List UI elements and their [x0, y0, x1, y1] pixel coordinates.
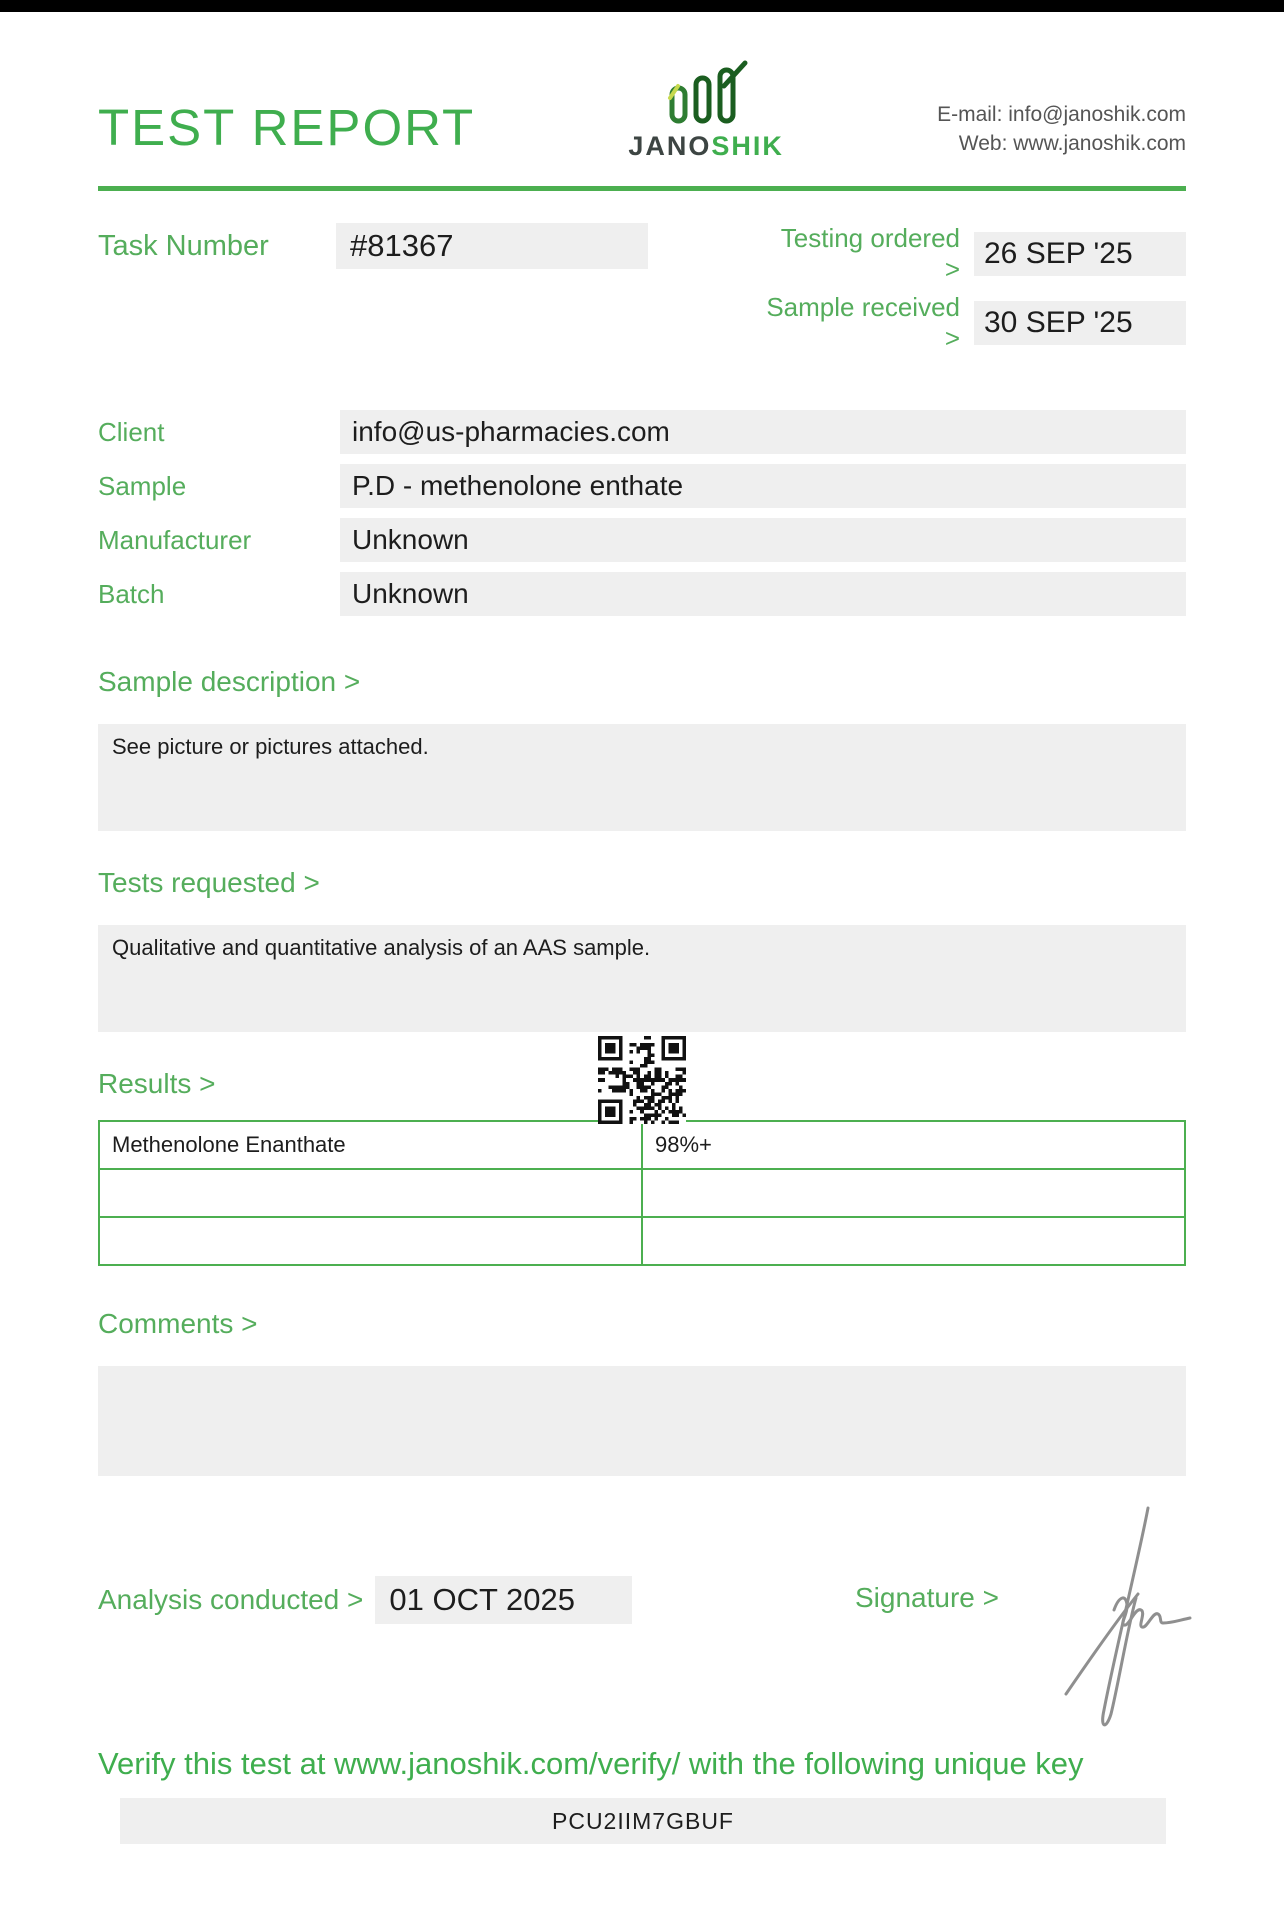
testing-ordered-row: [764, 223, 1186, 285]
manufacturer-row: [98, 518, 1186, 562]
result-purity-cell: 98%+: [642, 1121, 1185, 1169]
result-substance-cell: Methenolone Enanthate: [99, 1121, 642, 1169]
table-row: [99, 1121, 1185, 1169]
comments-heading: Comments >: [98, 1308, 258, 1339]
manufacturer-value: Unknown: [340, 518, 1186, 562]
result-empty-cell: [99, 1169, 642, 1217]
logo-shik: SHIK: [711, 131, 784, 161]
table-row: [99, 1169, 1185, 1217]
sample-description-heading: Sample description >: [98, 666, 361, 697]
analysis-signature-row: [98, 1576, 1186, 1624]
comments-body: [98, 1366, 1186, 1476]
analysis-conducted-label: Analysis conducted >: [98, 1584, 364, 1615]
comments-section: [98, 1308, 1186, 1476]
sample-row: [98, 464, 1186, 508]
tests-requested-body: Qualitative and quantitative analysis of an AAS sample.: [98, 925, 1186, 1032]
sample-label: Sample: [98, 471, 187, 501]
qr-code-icon: [598, 1036, 686, 1124]
results-table: [98, 1120, 1186, 1266]
chart-bars-icon: [662, 60, 750, 129]
task-number-row: [98, 223, 648, 269]
manufacturer-label: Manufacturer: [98, 525, 252, 555]
signature-scribble: [1048, 1498, 1198, 1736]
test-report-document: [0, 12, 1284, 1844]
sample-description-body: See picture or pictures attached.: [98, 724, 1186, 831]
analysis-date-value: 01 OCT 2025: [375, 1576, 632, 1624]
client-label: Client: [98, 417, 165, 447]
logo-jano: JANO: [628, 131, 712, 161]
client-row: [98, 410, 1186, 454]
client-info-section: [98, 410, 1186, 616]
batch-label: Batch: [98, 579, 165, 609]
sample-value: P.D - methenolone enthate: [340, 464, 1186, 508]
unique-key-box: [120, 1798, 1166, 1844]
signature-label: Signature >: [855, 1582, 999, 1613]
contact-web: Web: www.janoshik.com: [958, 132, 1186, 155]
task-number-value: #81367: [336, 223, 648, 269]
logo-wordmark: [628, 131, 784, 162]
contact-info: [937, 100, 1186, 158]
tests-requested-section: [98, 867, 1186, 1032]
testing-ordered-label: Testing ordered >: [780, 223, 960, 284]
screenshot-top-bar: [0, 0, 1284, 12]
page-title: TEST REPORT: [98, 99, 476, 156]
meta-section: [98, 223, 1186, 354]
batch-row: [98, 572, 1186, 616]
task-number-label: Task Number: [98, 229, 269, 262]
sample-received-row: [764, 292, 1186, 354]
header-divider: [98, 186, 1186, 191]
result-empty-cell: [99, 1217, 642, 1265]
results-heading: Results >: [98, 1068, 216, 1099]
testing-ordered-value: 26 SEP '25: [974, 232, 1186, 276]
dates-block: [764, 223, 1186, 354]
client-value: info@us-pharmacies.com: [340, 410, 1186, 454]
contact-email: E-mail: info@janoshik.com: [937, 103, 1186, 126]
tests-requested-heading: Tests requested >: [98, 867, 320, 898]
batch-value: Unknown: [340, 572, 1186, 616]
results-section: [98, 1068, 1186, 1266]
table-row: [99, 1217, 1185, 1265]
result-empty-cell: [642, 1169, 1185, 1217]
verify-instruction: Verify this test at www.janoshik.com/verify/ with the following unique key: [98, 1746, 1084, 1781]
sample-received-value: 30 SEP '25: [974, 301, 1186, 345]
sample-description-section: [98, 666, 1186, 831]
unique-key-value: PCU2IIM7GBUF: [552, 1807, 734, 1834]
sample-received-label: Sample received >: [766, 292, 960, 353]
result-empty-cell: [642, 1217, 1185, 1265]
report-header: [98, 58, 1186, 162]
janoshik-logo: [628, 58, 784, 162]
